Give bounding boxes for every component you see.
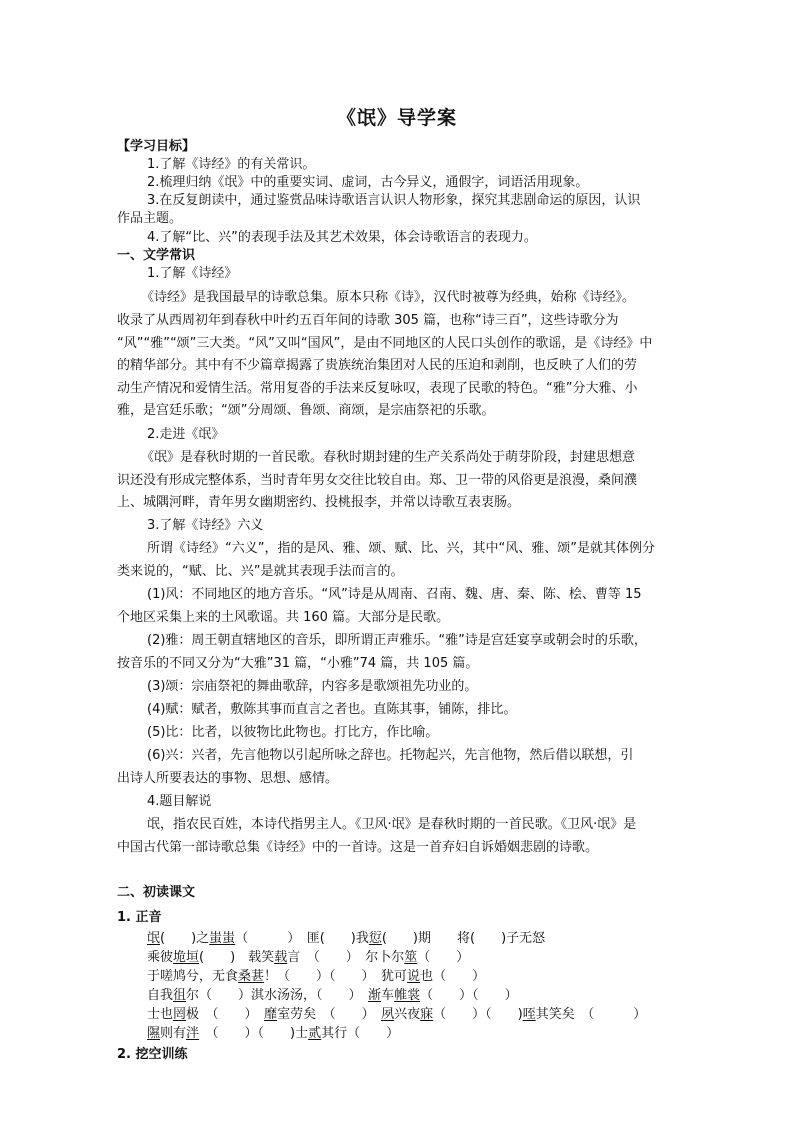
underlined-word: 帷裳 [394,988,421,1003]
row-text: 室劳矣 （ ） [277,1007,382,1022]
row-text: 则有 [160,1026,187,1041]
row-text: 兴夜 [394,1007,421,1022]
row-text: 于嗟鸠兮，无食 [147,969,239,984]
paragraph-line: 中国古代第一部诗歌总集《诗经》中的一首诗。这是一首弃妇自诉婚姻悲剧的诗歌。 [117,840,599,855]
six-meaning-line: (6)兴：兴者，先言他物以引起所咏之辞也。托物起兴，先言他物，然后借以联想，引 [147,748,634,763]
row-text: 尔（ ）淇水汤汤，（ ） [186,988,369,1003]
row-text: ！（ ）（ ） 犹可 [264,969,408,984]
underlined-word: 徂 [173,988,187,1003]
paragraph-line: 收录了从西周初年到春秋中叶约五百年间的诗歌 305 篇，也称“诗三百”，这些诗歌分为 [117,313,619,328]
underlined-word: 靡 [264,1007,278,1022]
paragraph-line: 的精华部分。其中有不少篇章揭露了贵族统治集团对人民的压迫和剥削，也反映了人们的劳 [117,358,638,373]
row-text: 自我 [147,988,174,1003]
row-text: ( )期 将( )子无怒 [381,931,546,946]
underlined-word: 泮 [186,1026,200,1041]
paragraph-line: 所谓《诗经》“六义”，指的是风、雅、颂、赋、比、兴，其中“风、雅、颂”是就其体例分 [147,541,655,556]
underlined-word: 夙 [381,1007,395,1022]
pronunciation-row [147,1005,646,1025]
section2-heading: 二、初读课文 [117,885,196,900]
six-meaning-line: 个地区采集上来的土风歌谣。共 160 篇。大部分是民歌。 [117,610,450,625]
pronunciation-row [147,948,469,968]
goal-item: 1.了解《诗经》的有关常识。 [147,157,316,172]
paragraph-line: 动生产情况和爱情生活。常用复沓的手法来反复咏叹，表现了民歌的特色。“雅”分大雅、小 [117,381,638,396]
six-meaning-line: (3)颂：宗庙祭祀的舞曲歌辞，内容多是歌颂祖先功业的。 [147,679,478,694]
pronunciation-row [147,967,485,987]
goals-heading: 【学习目标】 [117,139,196,154]
underlined-word: 咥 [522,1007,536,1022]
row-text: 言 （ ） 尔卜尔 [287,950,405,965]
row-text: 其笑矣 （ ） [535,1007,647,1022]
subheading: 3.了解《诗经》六义 [147,518,264,533]
underlined-word: 隰 [147,1026,161,1041]
row-text: 也（ ） [420,969,486,984]
goal-item: 3.在反复朗读中，通过鉴赏品味诗歌语言认识人物形象，探究其悲剧命运的原因，认识 [147,193,641,208]
row-text: （ ） [417,950,470,965]
underlined-word: 愆 [368,931,382,946]
six-meaning-line: (1)风：不同地区的地方音乐。“风”诗是从周南、召南、魏、唐、秦、陈、桧、曹等 15 [147,587,642,602]
subheading: 2.走进《氓》 [147,427,225,442]
row-text: 士也 [147,1007,174,1022]
goal-item: 4.了解“比、兴”的表现手法及其艺术效果，体会诗歌语言的表现力。 [147,230,537,245]
subheading: 1. 正音 [117,910,162,925]
paragraph-line: 识还没有形成完整体系，当时青年男女交往比较自由。郑、卫一带的风俗更是浪漫，桑间濮 [117,473,638,488]
row-text: （ ）（ )士 [199,1026,309,1041]
subheading: 4.题目解说 [147,794,212,809]
subheading: 1.了解《诗经》 [147,266,238,281]
row-text: （ ）（ ） [420,988,518,1003]
six-meaning-line: 出诗人所要表达的事物、思想、感情。 [117,771,339,786]
pronunciation-row [147,1024,399,1044]
pronunciation-row [147,986,518,1006]
underlined-word: 桑葚 [238,969,265,984]
row-text: 其行（ ） [321,1026,400,1041]
paragraph-line: 上、城隅河畔，青年男女幽期密约、投桃报李，并常以诗歌互表衷肠。 [117,495,521,510]
paragraph-line: 氓，指农民百姓，本诗代指男主人。《卫风·氓》是春秋时期的一首民歌。《卫风·氓》是 [147,817,637,832]
pronunciation-row [147,929,545,949]
underlined-word: 贰 [308,1026,322,1041]
six-meaning-line: 按音乐的不同又分为“大雅”31 篇，“小雅”74 篇，共 105 篇。 [117,656,479,671]
underlined-word: 渐 [368,988,382,1003]
page-title: 《氓》导学案 [336,107,457,129]
underlined-word: 罔 [173,1007,187,1022]
underlined-word: 寐 [420,1007,434,1022]
paragraph-line: 雅，是宫廷乐歌；“颂”分周颂、鲁颂、商颂，是宗庙祭祀的乐歌。 [117,403,495,418]
paragraph-line: 《诗经》是我国最早的诗歌总集。原本只称《诗》，汉代时被尊为经典，始称《诗经》。 [141,290,636,305]
underlined-word: 蚩蚩 [209,931,236,946]
underlined-word: 说 [407,969,421,984]
subheading: 2. 挖空训练 [117,1047,188,1062]
paragraph-line: 类来说的，“赋、比、兴”是就其表现手法而言的。 [117,564,404,579]
six-meaning-line: (2)雅：周王朝直辖地区的音乐，即所谓正声雅乐。“雅”诗是宫廷宴享或朝会时的乐歌， [147,633,647,648]
row-text: （ ） 匪( )我 [235,931,369,946]
six-meaning-line: (4)赋：赋者，敷陈其事而直言之者也。直陈其事，铺陈，排比。 [147,702,517,717]
row-text: （ ）（ ) [433,1007,523,1022]
row-text: 车 [381,988,395,1003]
goal-item: 2.梳理归纳《氓》中的重要实词、虚词，古今异义，通假字，词语活用现象。 [147,175,589,190]
section1-heading: 一、文学常识 [117,248,196,263]
goal-item: 作品主题。 [117,211,183,226]
underlined-word: 氓 [147,931,161,946]
paragraph-line: “风”“雅”“颂”三大类。“风”又叫“国风”，是由不同地区的人民口头创作的歌谣，是《诗经》中 [117,336,653,351]
row-text: 极 （ ） [186,1007,265,1022]
underlined-word: 筮 [404,950,418,965]
six-meaning-line: (5)比：比者，以彼物比此物也。打比方，作比喻。 [147,725,439,740]
underlined-word: 载 [274,950,288,965]
row-text: ( )之 [160,931,210,946]
paragraph-line: 《氓》是春秋时期的一首民歌。春秋时期封建的生产关系尚处于萌芽阶段，封建思想意 [141,450,636,465]
row-text: 乘彼 [147,950,174,965]
row-text: ( ) 载笑 [199,950,275,965]
underlined-word: 垝垣 [173,950,200,965]
